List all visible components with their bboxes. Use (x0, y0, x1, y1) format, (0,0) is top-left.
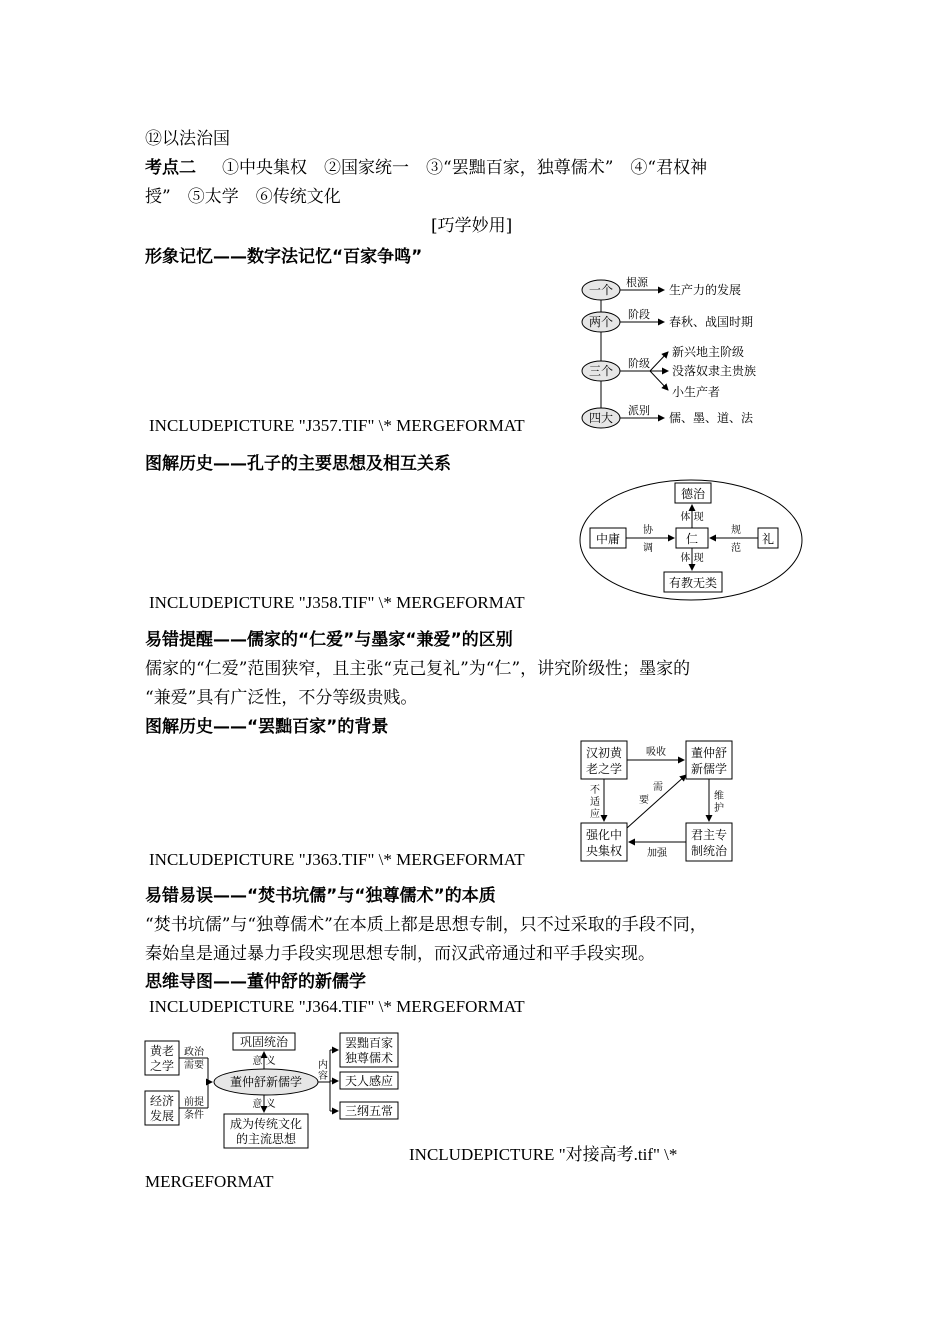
figure-kongzi-sixiang (578, 478, 804, 604)
arrow-jieji-3 (650, 371, 668, 390)
label-bu: 不 (590, 785, 600, 796)
node-yige-text: 一个 (588, 283, 614, 297)
text-gonggu: 巩固统治 (239, 1035, 289, 1049)
text-hanchu-2: 老之学 (585, 762, 623, 776)
target-rumo: 儒、墨、道、法 (669, 411, 754, 425)
text-ren: 仁 (685, 532, 699, 546)
center-title: [巧学妙用] (431, 216, 513, 236)
text-dongzhongshu: 董仲舒新儒学 (229, 1075, 303, 1089)
section5-paragraph-line2: 秦始皇是通过暴力手段实现思想专制，而汉武帝通过和平手段实现。 (145, 944, 655, 964)
text-bachu-1: 罢黜百家 (344, 1036, 394, 1050)
label-ying: 应 (590, 809, 600, 820)
target-shengchanli: 生产力的发展 (669, 283, 742, 297)
includepicture-5-continued: MERGEFORMAT (145, 1172, 274, 1191)
text-qianghua-1: 强化中 (585, 828, 623, 842)
section3-paragraph-line2: “兼爱”具有广泛性，不分等级贵贱。 (145, 688, 418, 708)
kd2-continued: 授” ⑤太学 ⑥传统文化 (145, 187, 341, 207)
figure-dongzhongshu-xinruxue (142, 1030, 404, 1156)
section-heading-1: 形象记忆——数字法记忆“百家争鸣” (145, 247, 423, 267)
text-sangang: 三纲五常 (344, 1104, 394, 1118)
text-chengwei-2: 的主流思想 (235, 1132, 297, 1146)
label-xuyao: 需要 (184, 1060, 204, 1071)
label-genyuan: 根源 (626, 276, 648, 289)
text-jingji-1: 经济 (149, 1094, 175, 1108)
label-rong: 容 (318, 1071, 328, 1082)
target-moluo: 没落奴隶主贵族 (672, 364, 757, 378)
label-hu: 护 (714, 803, 724, 814)
text-huanglao-1: 黄老 (149, 1044, 175, 1058)
label-wei: 维 (714, 791, 724, 802)
text-youjiao: 有教无类 (668, 576, 718, 590)
label-shi: 适 (590, 797, 600, 808)
label-fan: 范 (731, 543, 741, 554)
label-qianti: 前提 (184, 1097, 204, 1108)
text-zhongyong: 中庸 (595, 532, 621, 546)
section-heading-5: 易错易误——“焚书坑儒”与“独尊儒术”的本质 (145, 886, 496, 906)
section-heading-6: 思维导图——董仲舒的新儒学 (145, 972, 366, 992)
text-jingji-2: 发展 (149, 1109, 175, 1123)
label-zhengzhi: 政治 (184, 1047, 204, 1058)
label-tixian-bottom: 体 现 (680, 553, 704, 564)
label-gui: 规 (731, 525, 741, 536)
label-nei: 内 (318, 1060, 328, 1071)
label-tiao: 调 (643, 543, 653, 554)
section5-paragraph-line1: “焚书坑儒”与“独尊儒术”在本质上都是思想专制，只不过采取的手段不同， (145, 915, 707, 935)
text-bachu-2: 独尊儒术 (344, 1051, 394, 1065)
kd2-heading: 考点二 (145, 158, 196, 178)
label-xu: 需 (653, 782, 663, 793)
text-dong-1: 董仲舒 (690, 746, 728, 760)
text-li: 礼 (761, 532, 775, 546)
node-sange-text: 三个 (588, 364, 614, 378)
kd2-items: ①中央集权 ②国家统一 ③“罢黜百家，独尊儒术” ④“君权神 (222, 158, 708, 178)
includepicture-5: INCLUDEPICTURE "对接高考.tif" \* (409, 1145, 678, 1164)
text-chengwei-1: 成为传统文化 (229, 1117, 303, 1131)
label-xishou: 吸收 (646, 747, 666, 758)
text-junzhu-2: 制统治 (690, 844, 728, 858)
line-l1: ⑫以法治国 (145, 129, 230, 149)
target-chunqiu: 春秋、战国时期 (669, 315, 754, 329)
text-dezhi: 德治 (680, 487, 706, 501)
label-yiyi-top: 意 义 (252, 1056, 276, 1067)
label-jieji: 阶级 (628, 357, 650, 370)
node-sida-text: 四大 (588, 411, 614, 425)
includepicture-4: INCLUDEPICTURE "J364.TIF" \* MERGEFORMAT (149, 997, 525, 1016)
figure-baijia-zhengming (576, 272, 786, 432)
target-xinxing: 新兴地主阶级 (672, 345, 745, 359)
arrow-jieji-1 (650, 352, 668, 371)
text-qianghua-2: 央集权 (585, 844, 623, 858)
target-xiaosheng: 小生产者 (672, 385, 721, 399)
text-hanchu-1: 汉初黄 (585, 746, 623, 760)
label-tiaojian: 条件 (184, 1110, 204, 1121)
label-paibie: 派别 (628, 404, 650, 417)
label-jieduan: 阶段 (628, 308, 650, 321)
label-yao: 要 (639, 795, 649, 806)
label-xie: 协 (643, 525, 653, 536)
node-liangge-text: 两个 (588, 315, 614, 329)
section-heading-4: 图解历史——“罢黜百家”的背景 (145, 717, 389, 737)
section-heading-2: 图解历史——孔子的主要思想及相互关系 (145, 454, 451, 474)
text-huanglao-2: 之学 (149, 1059, 175, 1073)
includepicture-2: INCLUDEPICTURE "J358.TIF" \* MERGEFORMAT (149, 593, 525, 612)
label-yiyi-bottom: 意 义 (252, 1099, 276, 1110)
figure-bachu-beijing (578, 738, 740, 864)
section-heading-3: 易错提醒——儒家的“仁爱”与墨家“兼爱”的区别 (145, 630, 513, 650)
includepicture-3: INCLUDEPICTURE "J363.TIF" \* MERGEFORMAT (149, 850, 525, 869)
text-tianren: 天人感应 (344, 1074, 394, 1088)
label-tixian-top: 体 现 (680, 512, 704, 523)
section3-paragraph-line1: 儒家的“仁爱”范围狭窄，且主张“克己复礼”为“仁”，讲究阶级性；墨家的 (145, 659, 691, 679)
text-junzhu-1: 君主专 (690, 828, 728, 842)
text-dong-2: 新儒学 (690, 762, 728, 776)
label-jiaqiang: 加强 (647, 848, 667, 859)
includepicture-1: INCLUDEPICTURE "J357.TIF" \* MERGEFORMAT (149, 416, 525, 435)
